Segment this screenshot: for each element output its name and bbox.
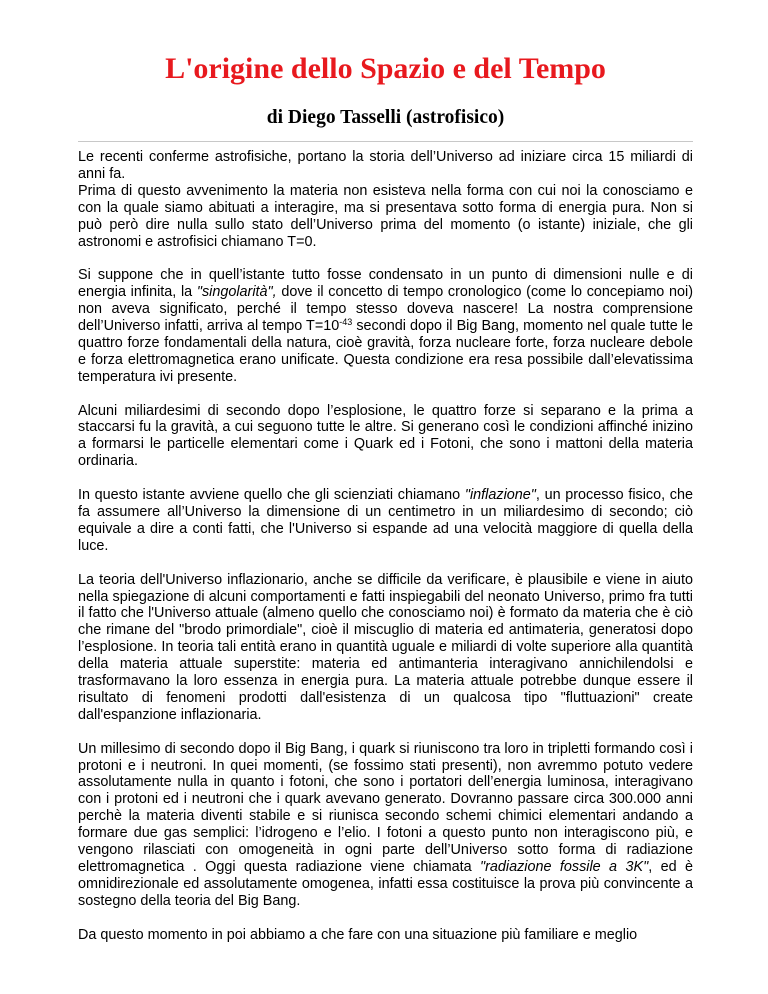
paragraph-5-text-b: , un processo fisico, che fa assumere all’Universo la dimensione di un centimetro in un miliardesimo di secondo; ciò equivale a dire a conti fatti, che l'Universo si espande ad una velocità maggiore di quella della luce. bbox=[78, 487, 693, 554]
paragraph-5 bbox=[78, 487, 693, 555]
document-page bbox=[78, 50, 693, 944]
article-body bbox=[78, 149, 693, 944]
paragraph-8: Da questo momento in poi abbiamo a che fare con una situazione più familiare e meglio bbox=[78, 926, 638, 943]
paragraph-1: Le recenti conferme astrofisiche, portano la storia dell’Universo ad iniziare circa 15 miliardi di anni fa. bbox=[78, 149, 693, 182]
paragraph-5-text-a: In questo istante avviene quello che gli scienziati chiamano bbox=[78, 487, 465, 504]
paragraph-2: Prima di questo avvenimento la materia non esisteva nella forma con cui noi la conosciamo e con la quale siamo abituati a interagire, ma si presentava sotto forma di energia pura. Non si può però dire nulla sullo stato dell’Universo prima del momento (o istante) iniziale, che gli astronomi e astrofisici chiamano T=0. bbox=[78, 182, 693, 250]
article-author: di Diego Tasselli (astrofisico) bbox=[266, 107, 505, 128]
paragraph-3-text-c: secondi dopo il Big Bang, momento nel quale tutte le quattro forze fondamentali della natura, cioè gravità, forza nucleare forte, forza nucleare debole e forza elettromagnetica erano unificate. Questa condizione era resa possibile dall’elevatissima temperatura ivi presente. bbox=[78, 318, 694, 385]
paragraph-7-text-b: , ed è omnidirezionale ed assolutamente omogenea, infatti essa costituisce la prova più convincente a sostegno della teoria del Big Bang. bbox=[78, 858, 693, 909]
paragraph-6: La teoria dell'Universo inflazionario, anche se difficile da verificare, è plausibile e viene in aiuto nella spiegazione di alcuni comportamenti e fatti inspiegabili del neonato Universo, primo fra tutti il fatto che l'Universo attuale (almeno quello che conosciamo noi) è formato da materia che è ciò che rimane del "brodo primordiale", cioè il miscuglio di materia ed antimateria, generatosi dopo l’esplosione. In teoria tali entità erano in quantità uguale e miliardi di volte superiore alla quantità della materia attuale superstite: materia ed antimanteria interagivano annichilendolsi e trasformavano la loro essenza in energia pura. La materia attuale potrebbe dunque essere il risultato di fenomeni prodotti dall'esistenza di un qualcosa tipo "fluttuazioni" create dall'espanzione inflazionaria. bbox=[78, 571, 693, 723]
paragraph-3 bbox=[78, 267, 693, 385]
singolarita-term: "singolarità", bbox=[196, 284, 277, 301]
inflazione-term: "inflazione" bbox=[464, 487, 536, 504]
radiazione-fossile-term: "radiazione fossile a 3K" bbox=[479, 858, 649, 875]
paragraph-7 bbox=[78, 741, 693, 910]
article-title: L'origine dello Spazio e del Tempo bbox=[165, 52, 606, 85]
paragraph-7-text-a: Un millesimo di secondo dopo il Big Bang, i quark si riuniscono tra loro in tripletti formando così i protoni e i neutroni. In quei momenti, (se fossimo stati presenti), non avremmo potuto vedere assolutamente nulla in quanto i fotoni, che sono i portatori dell’energia luminosa, interagivano con i protoni ed i neutroni che i quark avevano generato. Dovranno passare circa 300.000 anni perchè la materia diventi stabile e si riunisca secondo schemi chimici elementari andando a formare due gas semplici: l’idrogeno e l’elio. I fotoni a questo punto non interagiscono più, e vengono rilasciati con omogeneità in ogni parte dell’Universo sotto forma di radiazione elettromagnetica . Oggi questa radiazione viene chiamata bbox=[78, 740, 693, 875]
exponent: -43 bbox=[339, 317, 353, 328]
header-divider bbox=[78, 141, 693, 142]
paragraph-3-text-b: dove il concetto di tempo cronologico (come lo concepiamo noi) non aveva significato, perché il tempo stesso doveva nascere! La nostra comprensione dell’Universo infatti, arriva al tempo T=10 bbox=[78, 284, 693, 335]
paragraph-4: Alcuni miliardesimi di secondo dopo l’esplosione, le quattro forze si separano e la prima a staccarsi fu la gravità, a cui seguono tutte le altre. Si generano così le condizioni affinché inizino a formarsi le particelle elementari come i Quark ed i Fotoni, che sono i mattoni della materia ordinaria. bbox=[78, 402, 693, 470]
paragraph-3-text-a: Si suppone che in quell’istante tutto fosse condensato in un punto di dimensioni nulle e di energia infinita, la bbox=[78, 267, 693, 301]
